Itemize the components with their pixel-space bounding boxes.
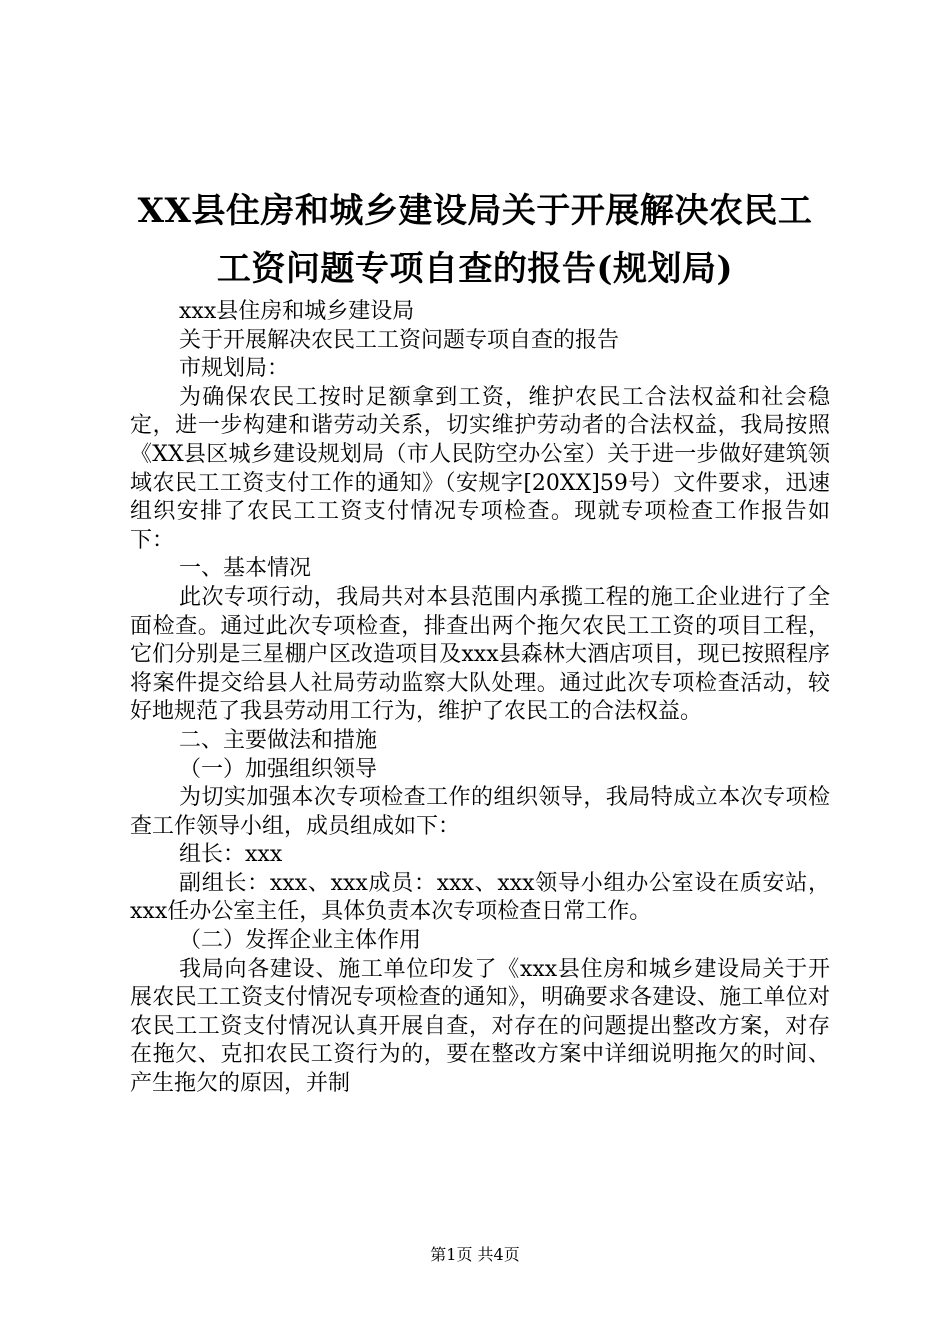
title-line-1: XX县住房和城乡建设局关于开展解决农民工 [137, 191, 813, 231]
document-title [120, 182, 830, 298]
document-body [130, 298, 830, 1099]
subsection-heading-1: （一）加强组织领导 [179, 756, 378, 782]
basic-situation-paragraph: 此次专项行动，我局共对本县范围内承揽工程的施工企业进行了全面检查。通过此次专项检查，排查出两个拖欠农民工工资的项目工程，它们分别是三星棚户区改造项目及xxx县森林大酒店项目，现已按照程序将案件提交给县人社局劳动监察大队处理。通过此次专项检查活动，较好地规范了我县劳动用工行为，维护了农民工的合法权益。 [130, 584, 830, 725]
section-heading-1: 一、基本情况 [179, 556, 312, 582]
section-heading-2: 二、主要做法和措施 [179, 727, 378, 753]
title-line-2: 工资问题专项自查的报告(规划局) [216, 249, 734, 289]
enterprise-role-paragraph: 我局向各建设、施工单位印发了《xxx县住房和城乡建设局关于开展农民工工资支付情况专项检查的通知》，明确要求各建设、施工单位对农民工工资支付情况认真开展自查，对存在的问题提出整改方案，对存在拖欠、克扣农民工资行为的，要在整改方案中详细说明拖欠的时间、产生拖欠的原因，并制 [130, 956, 830, 1097]
leadership-paragraph: 为切实加强本次专项检查工作的组织领导，我局特成立本次专项检查工作领导小组，成员组成如下： [130, 785, 830, 839]
page-footer: 第1页 共4页 [430, 1245, 520, 1264]
issuer-line: xxx县住房和城乡建设局 [179, 299, 415, 324]
intro-paragraph: 为确保农民工按时足额拿到工资，维护农民工合法权益和社会稳定，进一步构建和谐劳动关系，切实维护劳动者的合法权益，我局按照《XX县区城乡建设规划局（市人民防空办公室）关于进一步做好建筑领域农民工工资支付工作的通知》（安规字[20XX]59号）文件要求，迅速组织安排了农民工工资支付情况专项检查。现就专项检查工作报告如下： [130, 384, 830, 553]
deputy-leader-paragraph: 副组长：xxx、xxx成员：xxx、xxx领导小组办公室设在质安站，xxx任办公室主任，具体负责本次专项检查日常工作。 [130, 870, 830, 925]
group-leader-line: 组长：xxx [179, 842, 283, 868]
subsection-heading-2: （二）发挥企业主体作用 [179, 928, 422, 954]
subject-line: 关于开展解决农民工工资问题专项自查的报告 [179, 327, 620, 353]
recipient-line: 市规划局： [179, 356, 290, 382]
